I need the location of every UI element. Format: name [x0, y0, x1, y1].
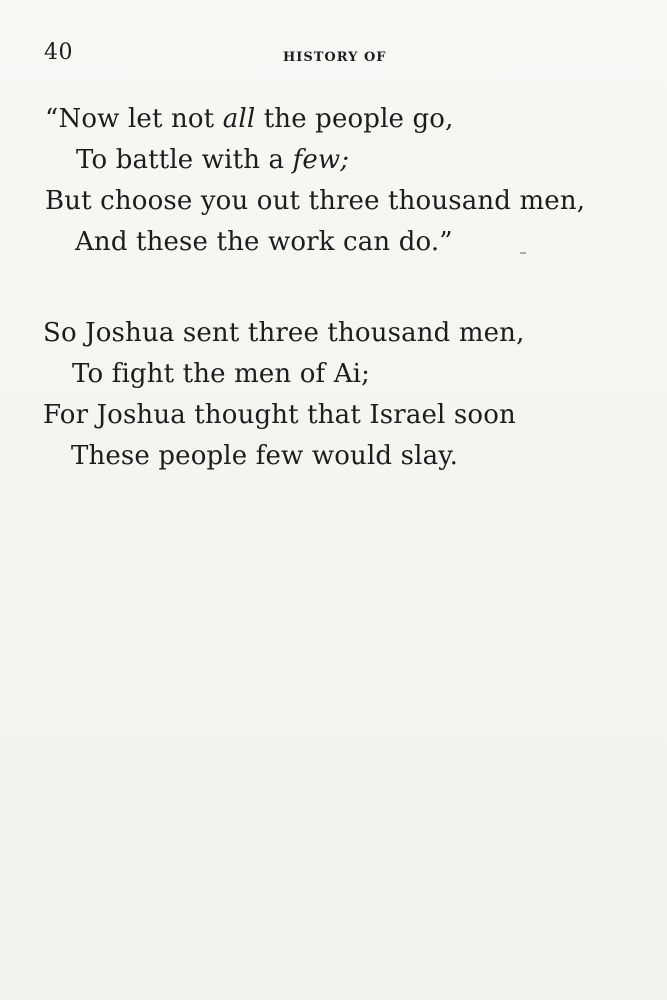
- page-header: [0, 34, 667, 74]
- print-mark: [520, 252, 526, 254]
- running-head: HISTORY OF: [283, 50, 387, 65]
- stanza-2-line-4: These people few would slay.: [71, 441, 459, 471]
- stanza-1-line-3: But choose you out three thousand men,: [45, 186, 586, 216]
- stanza-1-line-1: [45, 106, 454, 132]
- stanza-1-line-4: And these the work can do.”: [75, 227, 453, 257]
- stanza-1-line-1-part-1: “Now let not: [45, 104, 223, 134]
- stanza-1-line-2-italic: few;: [292, 145, 350, 175]
- stanza-2-line-2: To fight the men of Ai;: [72, 359, 371, 389]
- stanza-2-line-1: So Joshua sent three thousand men,: [43, 318, 525, 348]
- stanza-2-line-3: For Joshua thought that Israel soon: [43, 400, 516, 430]
- page-number: 40: [44, 40, 73, 65]
- stanza-1-line-2: [76, 147, 349, 173]
- stanza-1-line-1-part-2: the people go,: [255, 104, 454, 134]
- stanza-1-line-1-italic: all: [222, 104, 256, 134]
- stanza-1-line-2-part-1: To battle with a: [76, 145, 293, 175]
